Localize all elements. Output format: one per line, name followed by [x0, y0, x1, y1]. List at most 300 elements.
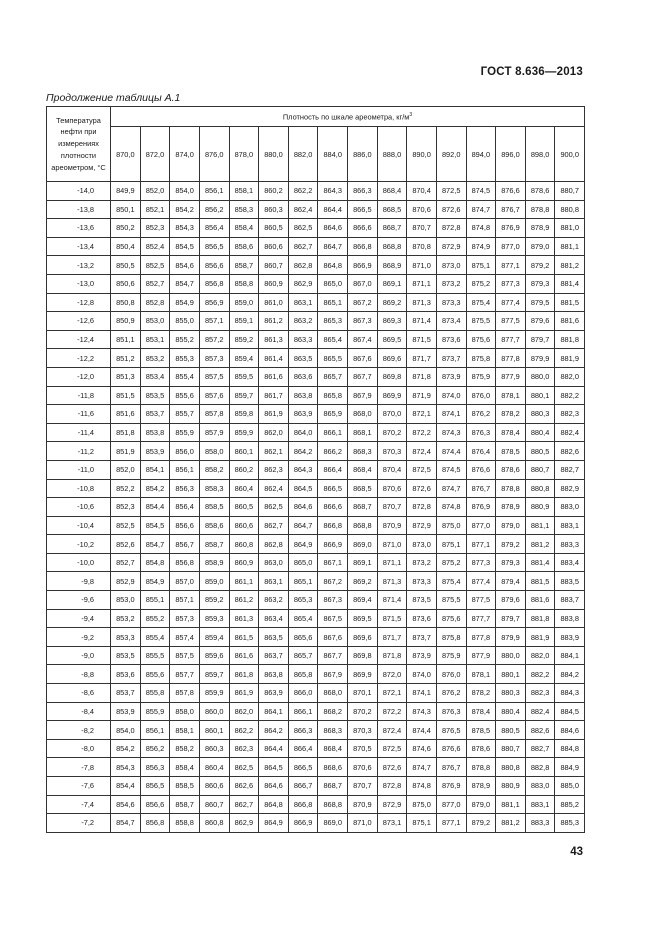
temperature-cell: -9,8 — [47, 572, 111, 591]
temperature-cell: -9,6 — [47, 591, 111, 610]
density-cell: 861,8 — [229, 665, 259, 684]
density-cell: 850,9 — [111, 312, 141, 331]
table-row — [47, 739, 585, 758]
temperature-cell: -11,2 — [47, 442, 111, 461]
density-cell: 872,8 — [407, 498, 437, 517]
density-cell: 861,3 — [259, 330, 289, 349]
density-cell: 880,5 — [496, 721, 526, 740]
density-cell: 862,3 — [259, 460, 289, 479]
density-cell: 878,2 — [496, 405, 526, 424]
density-cell: 872,6 — [377, 758, 407, 777]
density-cell: 869,9 — [348, 665, 378, 684]
density-cell: 883,5 — [555, 572, 585, 591]
density-cell: 856,9 — [199, 293, 229, 312]
density-column-header: 880,0 — [259, 127, 289, 182]
density-cell: 881,2 — [525, 535, 555, 554]
density-cell: 862,0 — [259, 423, 289, 442]
density-cell: 873,7 — [436, 349, 466, 368]
density-cell: 865,5 — [318, 349, 348, 368]
density-cell: 870,3 — [348, 721, 378, 740]
density-cell: 858,7 — [170, 795, 200, 814]
density-cell: 878,5 — [496, 442, 526, 461]
density-cell: 872,6 — [407, 479, 437, 498]
density-cell: 866,5 — [288, 758, 318, 777]
temperature-cell: -12,2 — [47, 349, 111, 368]
density-cell: 862,4 — [288, 200, 318, 219]
density-columns-row — [47, 127, 585, 182]
density-cell: 874,4 — [407, 721, 437, 740]
density-column-header: 882,0 — [288, 127, 318, 182]
density-cell: 858,2 — [170, 739, 200, 758]
density-cell: 853,7 — [140, 405, 170, 424]
density-cell: 863,3 — [288, 330, 318, 349]
density-cell: 853,4 — [140, 367, 170, 386]
density-column-header: 888,0 — [377, 127, 407, 182]
density-cell: 881,6 — [555, 312, 585, 331]
density-cell: 867,7 — [348, 367, 378, 386]
density-cell: 868,3 — [348, 442, 378, 461]
density-cell: 875,6 — [466, 330, 496, 349]
density-cell: 868,8 — [348, 516, 378, 535]
density-cell: 862,5 — [288, 219, 318, 238]
density-cell: 874,4 — [436, 442, 466, 461]
density-cell: 874,8 — [436, 498, 466, 517]
density-cell: 863,2 — [288, 312, 318, 331]
density-cell: 869,5 — [377, 330, 407, 349]
density-cell: 866,1 — [318, 423, 348, 442]
density-cell: 876,5 — [436, 721, 466, 740]
density-cell: 872,5 — [377, 739, 407, 758]
temperature-cell: -9,0 — [47, 646, 111, 665]
density-cell: 858,8 — [170, 814, 200, 833]
density-cell: 869,6 — [377, 349, 407, 368]
density-cell: 860,5 — [259, 219, 289, 238]
table-row — [47, 237, 585, 256]
density-cell: 864,5 — [259, 758, 289, 777]
density-cell: 858,3 — [229, 200, 259, 219]
density-cell: 856,6 — [170, 516, 200, 535]
density-cell: 879,3 — [496, 553, 526, 572]
density-cell: 863,7 — [259, 646, 289, 665]
temperature-cell: -8,0 — [47, 739, 111, 758]
density-cell: 875,2 — [436, 553, 466, 572]
density-cell: 876,9 — [436, 777, 466, 796]
density-cell: 851,2 — [111, 349, 141, 368]
temperature-cell: -12,0 — [47, 367, 111, 386]
density-column-header: 870,0 — [111, 127, 141, 182]
page-number: 43 — [570, 846, 583, 858]
density-cell: 867,6 — [318, 628, 348, 647]
density-cell: 874,5 — [436, 460, 466, 479]
density-cell: 870,1 — [348, 684, 378, 703]
density-cell: 872,9 — [436, 237, 466, 256]
density-cell: 863,1 — [259, 572, 289, 591]
density-cell: 880,8 — [496, 758, 526, 777]
density-cell: 856,3 — [170, 479, 200, 498]
temperature-cell: -13,4 — [47, 237, 111, 256]
density-cell: 883,8 — [555, 609, 585, 628]
density-cell: 866,5 — [318, 479, 348, 498]
table-row — [47, 646, 585, 665]
density-cell: 882,2 — [525, 665, 555, 684]
density-cell: 869,0 — [348, 535, 378, 554]
density-cell: 864,9 — [288, 535, 318, 554]
density-cell: 866,9 — [318, 535, 348, 554]
density-cell: 870,8 — [407, 237, 437, 256]
density-cell: 862,8 — [259, 535, 289, 554]
density-cell: 879,7 — [525, 330, 555, 349]
density-cell: 879,0 — [496, 516, 526, 535]
density-cell: 876,7 — [466, 479, 496, 498]
table-row — [47, 312, 585, 331]
table-row — [47, 721, 585, 740]
density-cell: 871,5 — [377, 609, 407, 628]
temperature-cell: -13,2 — [47, 256, 111, 275]
density-cell: 851,5 — [111, 386, 141, 405]
density-cell: 860,4 — [229, 479, 259, 498]
density-unit-superscript: 3 — [409, 111, 413, 118]
density-cell: 877,7 — [466, 609, 496, 628]
density-cell: 852,1 — [140, 200, 170, 219]
density-cell: 875,9 — [436, 646, 466, 665]
density-cell: 853,0 — [111, 591, 141, 610]
density-cell: 880,9 — [496, 777, 526, 796]
density-cell: 877,5 — [466, 591, 496, 610]
density-cell: 880,7 — [525, 460, 555, 479]
density-cell: 876,6 — [496, 182, 526, 201]
density-cell: 869,2 — [377, 293, 407, 312]
density-cell: 863,6 — [288, 367, 318, 386]
temperature-cell: -8,4 — [47, 702, 111, 721]
density-cell: 866,0 — [288, 684, 318, 703]
density-cell: 860,6 — [229, 516, 259, 535]
density-cell: 880,4 — [525, 423, 555, 442]
density-cell: 856,1 — [140, 721, 170, 740]
density-cell: 871,7 — [377, 628, 407, 647]
density-cell: 868,7 — [348, 498, 378, 517]
density-cell: 874,0 — [407, 665, 437, 684]
table-row — [47, 795, 585, 814]
density-column-header: 890,0 — [407, 127, 437, 182]
density-cell: 877,1 — [436, 814, 466, 833]
density-cell: 874,7 — [407, 758, 437, 777]
density-cell: 857,7 — [170, 665, 200, 684]
density-cell: 879,6 — [496, 591, 526, 610]
density-cell: 879,0 — [525, 237, 555, 256]
density-cell: 881,1 — [555, 237, 585, 256]
density-cell: 864,8 — [259, 795, 289, 814]
temperature-cell: -11,8 — [47, 386, 111, 405]
density-cell: 856,5 — [199, 237, 229, 256]
density-cell: 852,0 — [111, 460, 141, 479]
density-cell: 856,2 — [199, 200, 229, 219]
density-cell: 875,5 — [466, 312, 496, 331]
density-cell: 862,7 — [229, 795, 259, 814]
density-cell: 876,4 — [466, 442, 496, 461]
density-cell: 859,3 — [199, 609, 229, 628]
density-cell: 876,6 — [466, 460, 496, 479]
density-cell: 853,8 — [140, 423, 170, 442]
density-cell: 885,2 — [555, 795, 585, 814]
density-cell: 858,6 — [229, 237, 259, 256]
density-cell: 881,1 — [496, 795, 526, 814]
density-cell: 881,2 — [496, 814, 526, 833]
density-cell: 869,6 — [348, 628, 378, 647]
density-cell: 856,4 — [199, 219, 229, 238]
density-cell: 856,4 — [170, 498, 200, 517]
density-cell: 852,9 — [111, 572, 141, 591]
density-cell: 870,7 — [348, 777, 378, 796]
density-cell: 855,8 — [140, 684, 170, 703]
density-cell: 859,9 — [229, 423, 259, 442]
density-cell: 874,3 — [436, 423, 466, 442]
density-cell: 876,2 — [466, 405, 496, 424]
density-cell: 871,3 — [377, 572, 407, 591]
density-cell: 884,1 — [555, 646, 585, 665]
density-cell: 859,6 — [199, 646, 229, 665]
density-cell: 881,8 — [555, 330, 585, 349]
density-cell: 868,4 — [318, 739, 348, 758]
density-cell: 873,0 — [436, 256, 466, 275]
density-cell: 870,7 — [407, 219, 437, 238]
density-cell: 866,9 — [288, 814, 318, 833]
density-cell: 858,5 — [170, 777, 200, 796]
density-cell: 881,5 — [555, 293, 585, 312]
table-row — [47, 498, 585, 517]
density-cell: 853,6 — [111, 665, 141, 684]
density-cell: 871,8 — [407, 367, 437, 386]
density-cell: 879,2 — [466, 814, 496, 833]
density-cell: 882,8 — [525, 758, 555, 777]
density-cell: 860,4 — [199, 758, 229, 777]
density-cell: 857,3 — [170, 609, 200, 628]
density-cell: 878,6 — [466, 739, 496, 758]
density-cell: 870,6 — [407, 200, 437, 219]
density-cell: 870,2 — [348, 702, 378, 721]
density-column-header: 896,0 — [496, 127, 526, 182]
temperature-cell: -10,6 — [47, 498, 111, 517]
density-cell: 866,7 — [288, 777, 318, 796]
density-cell: 856,6 — [199, 256, 229, 275]
density-cell: 858,4 — [229, 219, 259, 238]
temperature-cell: -9,4 — [47, 609, 111, 628]
density-cell: 853,2 — [111, 609, 141, 628]
density-cell: 865,8 — [318, 386, 348, 405]
density-cell: 881,4 — [525, 553, 555, 572]
table-row — [47, 293, 585, 312]
density-cell: 863,0 — [259, 553, 289, 572]
temperature-column-header: Температура нефти при измерениях плотности ареометром, °С — [47, 107, 111, 182]
density-cell: 880,7 — [555, 182, 585, 201]
density-cell: 863,4 — [259, 609, 289, 628]
density-cell: 854,3 — [111, 758, 141, 777]
density-cell: 871,4 — [377, 591, 407, 610]
density-cell: 878,5 — [466, 721, 496, 740]
density-cell: 868,0 — [318, 684, 348, 703]
density-cell: 879,4 — [496, 572, 526, 591]
density-cell: 859,9 — [199, 684, 229, 703]
temperature-cell: -8,6 — [47, 684, 111, 703]
density-cell: 877,4 — [466, 572, 496, 591]
density-cell: 853,9 — [140, 442, 170, 461]
temperature-cell: -14,0 — [47, 182, 111, 201]
density-cell: 874,1 — [407, 684, 437, 703]
density-cell: 880,0 — [496, 646, 526, 665]
density-cell: 880,1 — [525, 386, 555, 405]
table-row — [47, 330, 585, 349]
density-cell: 857,6 — [199, 386, 229, 405]
density-cell: 867,6 — [348, 349, 378, 368]
density-cell: 855,0 — [170, 312, 200, 331]
table-row — [47, 274, 585, 293]
density-cell: 872,6 — [436, 200, 466, 219]
density-cell: 854,2 — [111, 739, 141, 758]
density-cell: 867,5 — [318, 609, 348, 628]
density-cell: 854,5 — [140, 516, 170, 535]
density-cell: 854,3 — [170, 219, 200, 238]
density-cell: 866,9 — [348, 256, 378, 275]
density-cell: 854,0 — [170, 182, 200, 201]
density-cell: 870,0 — [377, 405, 407, 424]
density-cell: 869,9 — [377, 386, 407, 405]
density-cell: 866,8 — [348, 237, 378, 256]
density-cell: 856,8 — [199, 274, 229, 293]
density-cell: 854,0 — [111, 721, 141, 740]
density-cell: 883,9 — [555, 628, 585, 647]
density-cell: 879,2 — [496, 535, 526, 554]
temperature-cell: -10,4 — [47, 516, 111, 535]
density-cell: 868,5 — [348, 479, 378, 498]
table-row — [47, 758, 585, 777]
density-cell: 860,1 — [199, 721, 229, 740]
density-cell: 873,4 — [436, 312, 466, 331]
density-cell: 857,5 — [170, 646, 200, 665]
density-cell: 869,1 — [377, 274, 407, 293]
density-cell: 884,6 — [555, 721, 585, 740]
density-cell: 857,8 — [199, 405, 229, 424]
density-cell: 851,9 — [111, 442, 141, 461]
density-cell: 877,1 — [466, 535, 496, 554]
density-cell: 874,0 — [436, 386, 466, 405]
density-cell: 866,2 — [318, 442, 348, 461]
density-cell: 857,9 — [199, 423, 229, 442]
density-cell: 880,1 — [496, 665, 526, 684]
density-cell: 872,9 — [407, 516, 437, 535]
density-cell: 857,2 — [199, 330, 229, 349]
table-row — [47, 442, 585, 461]
density-cell: 859,4 — [229, 349, 259, 368]
density-column-header: 876,0 — [199, 127, 229, 182]
temperature-cell: -13,8 — [47, 200, 111, 219]
density-cell: 856,1 — [199, 182, 229, 201]
density-cell: 864,2 — [288, 442, 318, 461]
density-cell: 881,0 — [555, 219, 585, 238]
density-cell: 880,4 — [496, 702, 526, 721]
density-cell: 865,6 — [288, 628, 318, 647]
density-cell: 875,0 — [407, 795, 437, 814]
density-cell: 872,4 — [407, 442, 437, 461]
density-column-header: 884,0 — [318, 127, 348, 182]
density-cell: 873,9 — [407, 646, 437, 665]
density-cell: 878,9 — [466, 777, 496, 796]
density-cell: 875,4 — [466, 293, 496, 312]
density-cell: 863,9 — [259, 684, 289, 703]
density-cell: 860,3 — [199, 739, 229, 758]
density-cell: 876,0 — [466, 386, 496, 405]
density-cell: 870,9 — [348, 795, 378, 814]
density-cell: 852,5 — [140, 256, 170, 275]
table-row — [47, 182, 585, 201]
density-cell: 867,2 — [348, 293, 378, 312]
density-cell: 870,9 — [377, 516, 407, 535]
density-cell: 856,8 — [140, 814, 170, 833]
density-cell: 854,6 — [170, 256, 200, 275]
density-cell: 850,5 — [111, 256, 141, 275]
density-cell: 872,4 — [377, 721, 407, 740]
temperature-cell: -7,8 — [47, 758, 111, 777]
density-cell: 855,4 — [170, 367, 200, 386]
density-column-header: 878,0 — [229, 127, 259, 182]
density-cell: 860,2 — [229, 460, 259, 479]
density-cell: 864,2 — [259, 721, 289, 740]
density-cell: 876,7 — [436, 758, 466, 777]
density-cell: 866,8 — [288, 795, 318, 814]
density-cell: 867,3 — [318, 591, 348, 610]
density-cell: 867,3 — [348, 312, 378, 331]
density-cell: 884,3 — [555, 684, 585, 703]
density-cell: 857,0 — [170, 572, 200, 591]
density-cell: 863,9 — [288, 405, 318, 424]
density-cell: 855,3 — [170, 349, 200, 368]
density-cell: 867,0 — [348, 274, 378, 293]
density-cell: 863,5 — [259, 628, 289, 647]
table-row — [47, 777, 585, 796]
density-cell: 873,2 — [436, 274, 466, 293]
density-cell: 884,5 — [555, 702, 585, 721]
density-cell: 874,5 — [466, 182, 496, 201]
density-cell: 879,2 — [525, 256, 555, 275]
density-cell: 870,5 — [348, 739, 378, 758]
density-cell: 873,9 — [436, 367, 466, 386]
density-cell: 873,3 — [407, 572, 437, 591]
density-cell: 854,2 — [140, 479, 170, 498]
density-cell: 881,4 — [555, 274, 585, 293]
density-cell: 860,2 — [259, 182, 289, 201]
density-cell: 876,3 — [466, 423, 496, 442]
density-cell: 879,0 — [466, 795, 496, 814]
density-cell: 857,4 — [170, 628, 200, 647]
density-cell: 878,6 — [525, 182, 555, 201]
density-cell: 873,0 — [407, 535, 437, 554]
density-cell: 864,7 — [318, 237, 348, 256]
density-cell: 856,3 — [140, 758, 170, 777]
density-cell: 870,2 — [377, 423, 407, 442]
density-cell: 853,5 — [111, 646, 141, 665]
density-cell: 875,1 — [407, 814, 437, 833]
density-cell: 883,3 — [525, 814, 555, 833]
density-cell: 864,4 — [318, 200, 348, 219]
density-cell: 857,8 — [170, 684, 200, 703]
density-cell: 858,7 — [199, 535, 229, 554]
density-cell: 872,2 — [407, 423, 437, 442]
density-cell: 866,8 — [318, 516, 348, 535]
density-cell: 875,4 — [436, 572, 466, 591]
density-cell: 850,8 — [111, 293, 141, 312]
density-cell: 874,6 — [407, 739, 437, 758]
density-cell: 871,0 — [348, 814, 378, 833]
density-cell: 862,5 — [259, 498, 289, 517]
density-cell: 859,2 — [229, 330, 259, 349]
